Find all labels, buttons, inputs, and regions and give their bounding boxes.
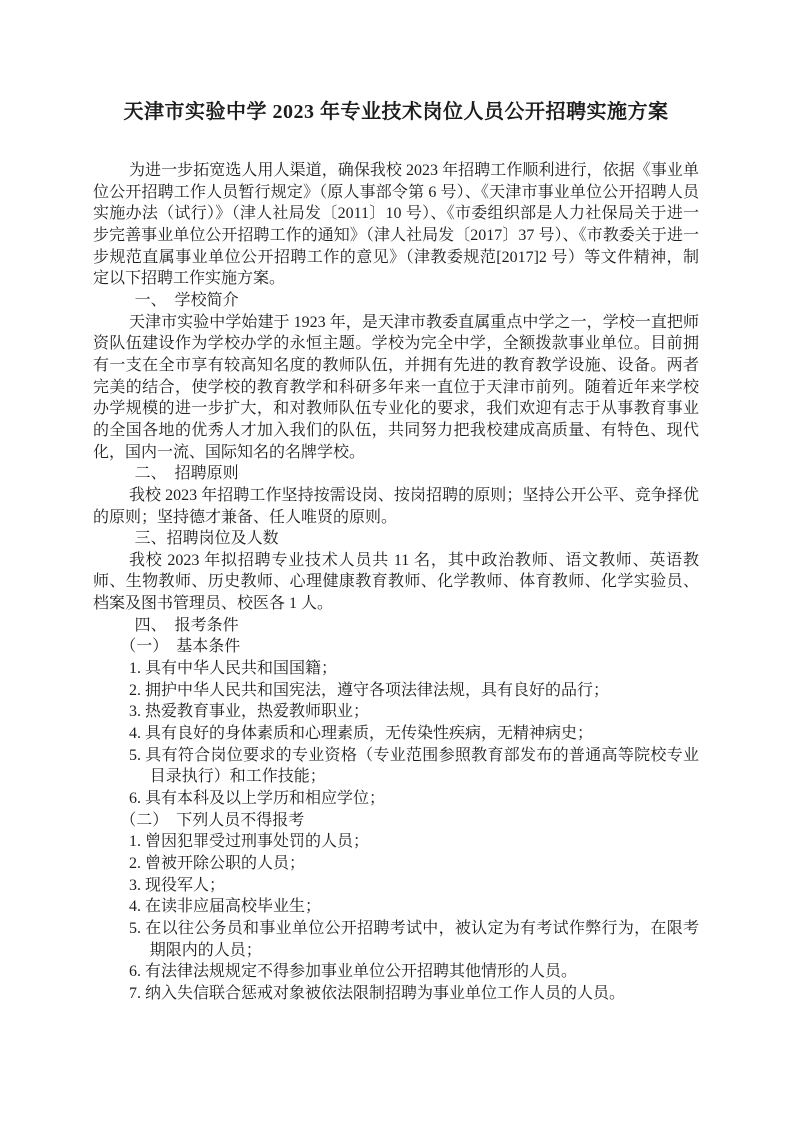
- list-item-marker: 6.: [129, 963, 141, 981]
- list-item-marker: 5.: [129, 746, 141, 764]
- list-item-marker: 3.: [129, 703, 141, 721]
- list-item: [93, 723, 699, 745]
- list-item-text: 具有符合岗位要求的专业资格（专业范围参照教育部发布的普通高等院校专业目录执行）和工作技能；: [145, 746, 699, 786]
- list-item-text: 现役军人；: [145, 876, 226, 894]
- list-item: [93, 896, 699, 918]
- list-item-text: 曾因犯罪受过刑事处罚的人员；: [145, 833, 370, 851]
- list-item-marker: 1.: [129, 833, 141, 851]
- document-content: [93, 97, 699, 1005]
- list-item-text: 热爱教育事业，热爱教师职业；: [145, 703, 370, 721]
- list-item-text: 在读非应届高校毕业生；: [145, 898, 322, 916]
- document-title: 天津市实验中学 2023 年专业技术岗位人员公开招聘实施方案: [123, 101, 669, 123]
- list-item-marker: 6.: [129, 790, 141, 808]
- section-heading: 四、 报考条件: [134, 616, 239, 634]
- document-body: [93, 160, 699, 1005]
- section-heading: 二、 招聘原则: [134, 465, 239, 483]
- list-item-marker: 2.: [129, 681, 141, 699]
- list-item: [93, 788, 699, 810]
- section-heading: 一、 学校简介: [134, 291, 239, 309]
- sub-heading: （二） 下列人员不得报考: [120, 811, 305, 829]
- list-item-text: 曾被开除公职的人员；: [145, 855, 306, 872]
- list-item: [93, 983, 699, 1005]
- list-item: [93, 701, 699, 723]
- paragraph: 我校 2023 年拟招聘专业技术人员共 11 名，其中政治教师、语文教师、英语教师、生物教师、历史教师、心理健康教育教师、化学教师、体育教师、化学实验员、档案及图书管理员、校医各 1 人。: [93, 551, 699, 613]
- list-item: [93, 853, 699, 875]
- list-item-text: 具有本科及以上学历和相应学位；: [145, 790, 386, 808]
- list-item: [93, 961, 699, 983]
- list-item: [93, 875, 699, 897]
- sub-heading: （一） 基本条件: [120, 638, 241, 656]
- paragraph: 天津市实验中学始建于 1923 年，是天津市教委直属重点中学之一，学校一直把师资队伍建设作为学校办学的永恒主题。学校为完全中学，全额拨款事业单位。目前拥有一支在全市享有较高知名度的教师队伍，并拥有先进的教育教学设施、设备。两者完美的结合，使学校的教育教学和科研多年来一直位于天津市前列。随着近年来学校办学规模的进一步扩大，和对教师队伍专业化的要求，我们欢迎有志于从事教育事业的全国各地的优秀人才加入我们的队伍，共同努力把我校建成高质量、有特色、现代化，国内一流、国际知名的名牌学校。: [93, 313, 699, 461]
- list-item: [93, 680, 699, 702]
- list-item: [93, 918, 699, 961]
- list-item-text: 拥护中华人民共和国宪法，遵守各项法律法规，具有良好的品行；: [145, 681, 610, 699]
- list-item-marker: 4.: [129, 898, 141, 916]
- list-item-text: 有法律法规规定不得参加事业单位公开招聘其他情形的人员。: [145, 963, 578, 981]
- list-item-text: 纳入失信联合惩戒对象被依法限制招聘为事业单位工作人员的人员。: [145, 984, 626, 1002]
- list-item-marker: 1.: [129, 660, 141, 678]
- list-item-text: 具有中华人民共和国国籍；: [145, 660, 338, 678]
- list-item-marker: 7.: [129, 984, 141, 1002]
- list-item: [93, 831, 699, 853]
- list-item-marker: 4.: [129, 725, 141, 743]
- list-item: [93, 658, 699, 680]
- list-item-marker: 5.: [129, 919, 141, 937]
- list-item-marker: 3.: [129, 876, 141, 894]
- list-item-text: 在以往公务员和事业单位公开招聘考试中，被认定为有考试作弊行为，在限考期限内的人员；: [145, 919, 699, 959]
- list-item: [93, 745, 699, 788]
- section-heading: 三、招聘岗位及人数: [134, 530, 279, 548]
- list-item-marker: 2.: [129, 855, 141, 872]
- list-item-text: 具有良好的身体素质和心理素质，无传染性疾病，无精神病史；: [145, 725, 594, 743]
- paragraph: 为进一步拓宽选人用人渠道，确保我校 2023 年招聘工作顺利进行，依据《事业单位公开招聘工作人员暂行规定》（原人事部令第 6 号）、《天津市事业单位公开招聘人员实施办法（试行）》（津人社局发〔2011〕10 号）、《市委组织部是人力社保局关于进一步完善事业单位公开招聘工作的通知》（津人社局发〔2017〕37 号）、《市教委关于进一步规范直属事业单位公开招聘工作的意见》（津教委规范[2017]2 号）等文件精神，制定以下招聘工作实施方案。: [93, 162, 699, 288]
- paragraph: 我校 2023 年招聘工作坚持按需设岗、按岗招聘的原则；坚持公开公平、竞争择优的原则；坚持德才兼备、任人唯贤的原则。: [93, 486, 699, 526]
